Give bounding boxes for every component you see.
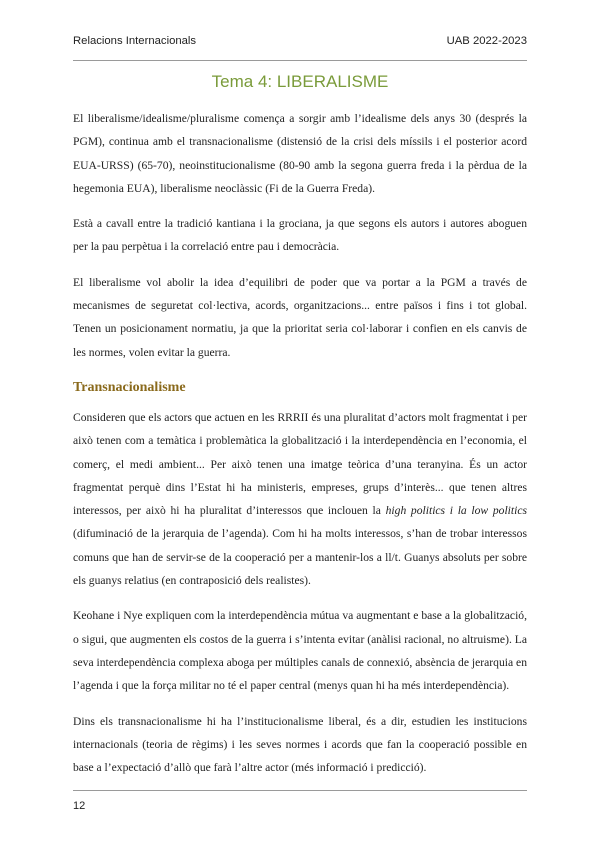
section-heading-transnacionalisme: Transnacionalisme — [73, 379, 186, 395]
paragraph-keohane-nye: Keohane i Nye expliquen com la interdependència mútua va augmentant e base a la globalització, o sigui, que augmenten els costos de la guerra i s’intenta evitar (anàlisi racional, no altruisme). La seva interdependència complexa aboga per múltiples canals de connexió, absència de jerarquia en l’agenda i que la força militar no té el paper central (menys quan hi ha més interdependència). — [73, 609, 527, 693]
page-number: 12 — [73, 800, 86, 812]
page-title: Tema 4: LIBERALISME — [211, 72, 389, 91]
header-course-name: Relacions Internacionals — [73, 35, 197, 47]
paragraph-actors-text-2: (difuminació de la jerarquia de l’agenda). Com hi ha molts interessos, s’han de trobar interessos comuns que han de servir-se de la cooperació per a mantenir-los a ll/t. Guanys absoluts per sobre els guanys relatius (en contraposició dels realistes). — [73, 527, 527, 588]
paragraph-actors-text-1: Consideren que els actors que actuen en les RRRII és una pluralitat d’actors molt fragmentat i per això tenen com a temàtica i problemàtica la globalització i la interdependència en l’economia, el comerç, el medi ambient... Per això tenen una imatge teòrica d’una teranyina. És un actor fragmentat perquè dins l’Estat hi ha ministeris, empreses, grups d’interès... que tenen altres interessos, per això hi ha pluralitat d’interessos que inclouen la — [73, 410, 527, 518]
paragraph-actors — [73, 406, 527, 592]
paragraph-kantian-tradition: Està a cavall entre la tradició kantiana i la grociana, ja que segons els autors i autores aboguen per la pau perpètua i la correlació entre pau i democràcia. — [73, 217, 527, 254]
document-body — [73, 107, 527, 791]
paragraph-actors-italic-terms: high politics i la low politics — [385, 504, 528, 518]
paragraph-balance-of-power: El liberalisme vol abolir la idea d’equilibri de poder que va portar a la PGM a través de mecanismes de seguretat col·lectiva, acords, organitzacions... entre països i fins i tot global. Tenen un posicionament normatiu, ja que la prioritat seria col·laborar i confien en els canvis de les normes, volen evitar la guerra. — [73, 275, 527, 359]
footer-rule — [73, 790, 527, 791]
paragraph-institutionalism: Dins els transnacionalisme hi ha l’institucionalisme liberal, és a dir, estudien les institucions internacionals (teoria de règims) i les seves normes i acords que fan la cooperació possible en base a l’expectació d’allò que farà l’altre actor (més informació i predicció). — [73, 714, 527, 775]
header-rule — [73, 60, 527, 61]
paragraph-intro: El liberalisme/idealisme/pluralisme comença a sorgir amb l’idealisme dels anys 30 (després la PGM), continua amb el transnacionalisme (distensió de la crisi dels míssils i el posterior acord EUA-URSS) (65-70), neoinstitucionalisme (80-90 amb la segona guerra freda i la pèrdua de la hegemonia EUA), liberalisme neoclàssic (Fi de la Guerra Freda). — [73, 112, 527, 195]
header-academic-year: UAB 2022-2023 — [446, 35, 527, 47]
page-header — [73, 35, 527, 47]
